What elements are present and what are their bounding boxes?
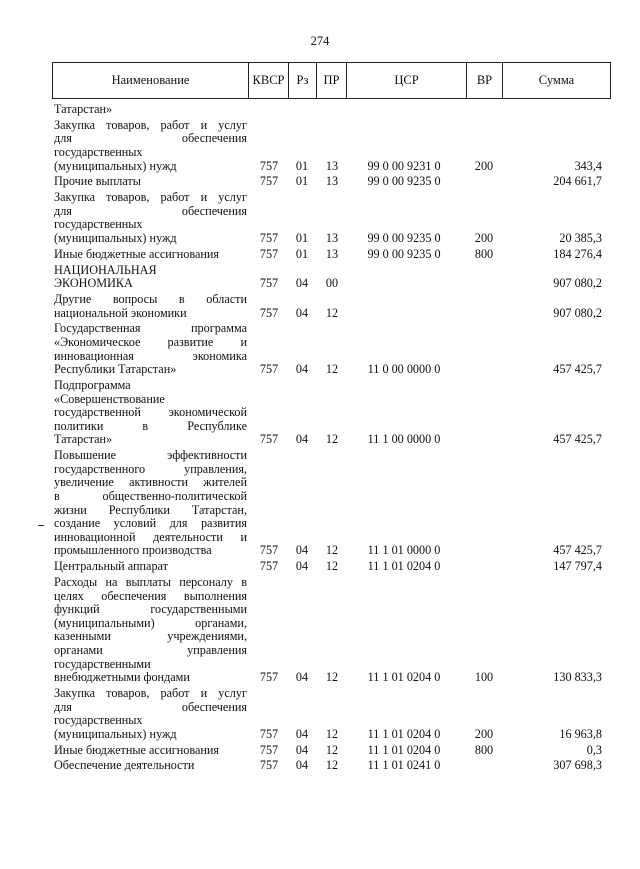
row-name (54, 322, 247, 376)
cell-vr: 200 (474, 726, 494, 741)
row-name (54, 293, 247, 320)
row-name-line: Расходы на выплаты персоналу в (54, 575, 247, 589)
cell-sum: 343,4 (574, 158, 602, 173)
cell-csr: 11 1 01 0204 0 (367, 726, 441, 741)
row-name-line: (муниципальных) нужд (54, 726, 177, 741)
table-row (52, 191, 611, 245)
row-name-line: для обеспечения (54, 131, 247, 146)
cell-pr: 13 (325, 230, 339, 245)
row-name-line: органами управления (54, 642, 247, 657)
cell-pr: 12 (325, 432, 339, 447)
cell-csr: 11 0 00 0000 0 (367, 362, 441, 377)
cell-csr: 11 1 01 0204 0 (367, 559, 441, 574)
cell-rz: 04 (295, 742, 309, 757)
cell-pr: 12 (325, 305, 339, 320)
row-name (54, 759, 247, 773)
cell-pr: 12 (325, 543, 339, 558)
header-csr: ЦСР (347, 63, 467, 98)
row-name-line: Татарстан» (54, 432, 113, 447)
cell-pr: 12 (325, 758, 339, 773)
table-row (52, 759, 611, 773)
table-row (52, 175, 611, 189)
cell-sum: 204 661,7 (553, 174, 602, 189)
cell-vr: 800 (474, 742, 494, 757)
cell-rz: 04 (295, 543, 309, 558)
cell-sum: 457 425,7 (553, 362, 602, 377)
row-name-line: государственных (54, 713, 143, 728)
table-row (52, 264, 611, 291)
cell-sum: 147 797,4 (553, 559, 602, 574)
cell-sum: 0,3 (586, 742, 602, 757)
table-row (52, 576, 611, 685)
row-name (54, 449, 247, 558)
row-name-line: для обеспечения (54, 203, 247, 218)
row-name-line: инновационной деятельности и (54, 529, 247, 544)
row-name-line: жизни Республики Татарстан, (54, 502, 247, 517)
row-name-line: государственными (54, 656, 151, 671)
cell-sum: 907 080,2 (553, 276, 602, 291)
table-row (52, 293, 611, 320)
row-name-line: НАЦИОНАЛЬНАЯ (54, 262, 157, 277)
row-name-line: ЭКОНОМИКА (54, 276, 133, 291)
header-sum: Сумма (538, 73, 575, 87)
row-name-line: Обеспечение деятельности (54, 758, 195, 773)
cell-sum: 16 963,8 (559, 726, 602, 741)
cell-csr: 11 1 01 0000 0 (367, 543, 441, 558)
row-name (54, 175, 247, 189)
row-name (54, 379, 247, 447)
cell-kvsr: 757 (259, 230, 279, 245)
cell-kvsr: 757 (259, 432, 279, 447)
cell-vr: 200 (474, 158, 494, 173)
cell-rz: 04 (295, 559, 309, 574)
table-row (52, 560, 611, 574)
cell-vr: 200 (474, 230, 494, 245)
cell-pr: 12 (325, 726, 339, 741)
row-name-line: увеличение активности жителей (54, 475, 247, 490)
cell-csr: 11 1 01 0241 0 (367, 758, 441, 773)
row-name-line: Другие вопросы в области (54, 292, 247, 306)
cell-rz: 04 (295, 276, 309, 291)
row-name-line: функций государственными (54, 602, 247, 617)
row-name-line: национальной экономики (54, 305, 187, 320)
cell-pr: 13 (325, 158, 339, 173)
margin-mark (38, 525, 44, 526)
cell-rz: 04 (295, 362, 309, 377)
cell-sum: 907 080,2 (553, 305, 602, 320)
cell-sum: 457 425,7 (553, 432, 602, 447)
row-name-line: для обеспечения (54, 699, 247, 714)
cell-kvsr: 757 (259, 305, 279, 320)
cell-rz: 01 (295, 158, 309, 173)
row-name-line: Закупка товаров, работ и услуг (54, 686, 247, 700)
table-row (52, 687, 611, 741)
row-name-line: (муниципальными) органами, (54, 615, 247, 630)
cell-rz: 01 (295, 246, 309, 261)
cell-rz: 01 (295, 230, 309, 245)
cell-pr: 12 (325, 670, 339, 685)
table-row (52, 379, 611, 447)
row-name-line: инновационная экономика (54, 348, 247, 363)
cell-sum: 20 385,3 (559, 230, 602, 245)
cell-csr: 99 0 00 9231 0 (367, 158, 441, 173)
header-name: Наименование (53, 63, 249, 98)
cell-sum: 184 276,4 (553, 246, 602, 261)
cell-pr: 13 (325, 246, 339, 261)
cell-kvsr: 757 (259, 362, 279, 377)
row-name-line: «Совершенствование (54, 391, 165, 406)
row-name (54, 119, 247, 173)
cell-vr: 800 (474, 246, 494, 261)
row-name-line: государственного управления, (54, 461, 247, 476)
row-name-line: казенными учреждениями, (54, 629, 247, 644)
cell-csr: 99 0 00 9235 0 (367, 174, 441, 189)
row-name-line: государственных (54, 144, 143, 159)
row-name-line: промышленного производства (54, 543, 212, 558)
cell-kvsr: 757 (259, 742, 279, 757)
cell-kvsr: 757 (259, 670, 279, 685)
cell-rz: 04 (295, 726, 309, 741)
cell-csr: 99 0 00 9235 0 (367, 246, 441, 261)
row-name-line: политики в Республике (54, 418, 247, 433)
cell-csr: 11 1 00 0000 0 (367, 432, 441, 447)
row-name (54, 248, 247, 262)
cell-kvsr: 757 (259, 246, 279, 261)
cell-rz: 04 (295, 758, 309, 773)
cell-pr: 12 (325, 742, 339, 757)
row-name (54, 576, 247, 685)
row-name-line: (муниципальных) нужд (54, 230, 177, 245)
cell-sum: 130 833,3 (553, 670, 602, 685)
cell-sum: 457 425,7 (553, 543, 602, 558)
row-name-line: государственной экономической (54, 405, 247, 420)
table-row (52, 119, 611, 173)
cell-pr: 12 (325, 362, 339, 377)
row-name-line: Иные бюджетные ассигнования (54, 246, 220, 261)
table-row (52, 449, 611, 558)
row-name-line: Республики Татарстан» (54, 362, 177, 377)
row-name (54, 744, 247, 758)
cell-vr: 100 (474, 670, 494, 685)
row-name-line: (муниципальных) нужд (54, 158, 177, 173)
cell-pr: 00 (325, 276, 339, 291)
cell-pr: 13 (325, 174, 339, 189)
cell-csr: 11 1 01 0204 0 (367, 670, 441, 685)
table-header (52, 62, 611, 99)
cell-csr: 11 1 01 0204 0 (367, 742, 441, 757)
row-name-line: Повышение эффективности (54, 448, 247, 463)
table-row (52, 744, 611, 758)
table-row (52, 322, 611, 376)
row-name-line: в общественно-политической (54, 488, 247, 503)
row-name-line: целях обеспечения выполнения (54, 588, 247, 603)
table-row (52, 248, 611, 262)
row-name-line: создание условий для развития (54, 516, 247, 531)
row-name (54, 103, 247, 117)
cell-kvsr: 757 (259, 726, 279, 741)
row-name-line: Подпрограмма (54, 378, 131, 392)
cell-kvsr: 757 (259, 158, 279, 173)
row-name (54, 560, 247, 574)
cell-rz: 04 (295, 432, 309, 447)
cell-csr: 99 0 00 9235 0 (367, 230, 441, 245)
row-name (54, 191, 247, 245)
cell-sum: 307 698,3 (553, 758, 602, 773)
row-name-line: Прочие выплаты (54, 174, 141, 189)
cell-kvsr: 757 (259, 276, 279, 291)
row-name-line: Центральный аппарат (54, 559, 168, 574)
header-rz: Рз (289, 63, 317, 98)
cell-rz: 01 (295, 174, 309, 189)
header-pr: ПР (317, 63, 347, 98)
cell-kvsr: 757 (259, 758, 279, 773)
row-name-line: Закупка товаров, работ и услуг (54, 117, 247, 132)
cell-kvsr: 757 (259, 174, 279, 189)
page-number: 274 (310, 34, 330, 48)
row-name-line: Государственная программа (54, 321, 247, 336)
header-vr: ВР (467, 63, 503, 98)
row-name-line: Иные бюджетные ассигнования (54, 742, 220, 757)
cell-rz: 04 (295, 305, 309, 320)
row-name (54, 687, 247, 741)
cell-kvsr: 757 (259, 543, 279, 558)
table-row (52, 103, 611, 117)
row-name-line: Татарстан» (54, 102, 113, 116)
row-name-line: внебюджетными фондами (54, 670, 190, 685)
row-name-line: государственных (54, 217, 143, 232)
header-kvsr: КВСР (249, 63, 289, 98)
row-name-line: «Экономическое развитие и (54, 334, 247, 349)
cell-rz: 04 (295, 670, 309, 685)
row-name (54, 264, 247, 291)
cell-kvsr: 757 (259, 559, 279, 574)
row-name-line: Закупка товаров, работ и услуг (54, 190, 247, 205)
cell-pr: 12 (325, 559, 339, 574)
